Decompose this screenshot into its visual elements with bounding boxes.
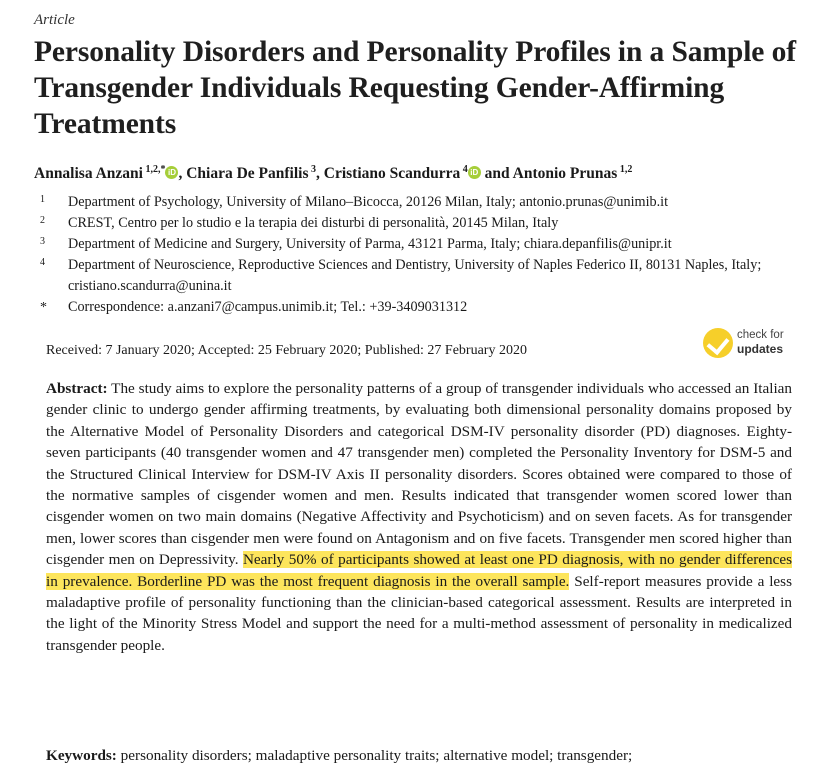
affiliation-item [40,192,810,213]
affiliation-number: 2 [40,215,45,226]
check-updates-line1: check for [737,329,784,341]
author-list [34,164,632,183]
orcid-icon[interactable]: iD [165,166,178,179]
author-affiliation-sup: 3 [311,164,317,175]
check-updates-line2: updates [737,342,784,356]
author-affiliation-sup: 4 [462,164,468,175]
author-name[interactable]: Antonio Prunas [512,165,618,183]
affiliation-text: Department of Neuroscience, Reproductive Sciences and Dentistry, University of Naples Federico II, 80131 Naples, Italy; cristiano.scandurra@unina.it [68,257,762,294]
correspondence-marker: * [40,300,47,315]
keywords [46,747,806,765]
affiliation-text: Department of Psychology, University of Milano–Bicocca, 20126 Milan, Italy; antonio.prunas@unimib.it [68,194,669,210]
check-updates-icon [703,328,733,358]
orcid-icon[interactable]: iD [468,166,481,179]
paper-title: Personality Disorders and Personality Profiles in a Sample of Transgender Individuals Requesting Gender-Affirming Treatments [34,36,796,140]
affiliation-list [40,192,810,318]
author-separator: , [316,165,324,183]
abstract [46,378,792,656]
author-name[interactable]: Annalisa Anzani [34,165,143,183]
affiliation-number: 1 [40,194,45,205]
affiliation-item [40,255,810,297]
abstract-highlight: Nearly 50% of participants showed at least one PD diagnosis, with no gender differences in prevalence. Borderline PD was the most frequent diagnosis in the overall sample. [46,551,792,590]
correspondence-item [40,297,810,318]
abstract-text: The study aims to explore the personality patterns of a group of transgender individuals who accessed an Italian gender clinic to undergo gender affirming treatments, by evaluating both dimensional personality domains proposed by the Alternative Model of Personality Disorders and categorical DSM-IV personality disorder (PD) diagnoses. Eighty-seven participants (40 transgender women and 47 transgender men) completed the Personality Inventory for DSM-5 and the Structured Clinical Interview for DSM-IV Axis II personality disorders. Scores obtained were compared to those of the normative samples of cisgender women and men. Results indicated that transgender women scored lower than cisgender women on two main domains (Negative Affectivity and Psychoticism) and on seven facets. As for transgender men, lower scores than cisgender men were found on Antagonism and on five facets. Transgender men scored higher than cisgender men on Depressivity. [46,380,792,569]
author-separator: , [178,165,187,183]
affiliation-text: CREST, Centro per lo studio e la terapia dei disturbi di personalità, 20145 Milan, Italy [68,215,559,231]
author-name[interactable]: Cristiano Scandurra [323,165,461,183]
affiliation-number: 4 [40,257,45,268]
abstract-text-end: Self-report measures provide a less maladaptive profile of personality functioning than the clinician-based categorical assessment. Results are interpreted in the light of the Minority Stress Model and support the need for a multi-method assessment of personality in medicalized transgender people. [46,572,792,654]
correspondence-text: Correspondence: a.anzani7@campus.unimib.it; Tel.: +39-3409031312 [68,299,468,315]
author-affiliation-sup: 1,2,* [145,164,166,175]
check-for-updates-button[interactable] [703,326,803,360]
author-affiliation-sup: 1,2 [619,164,633,175]
author-separator: and [480,165,513,183]
affiliation-text: Department of Medicine and Surgery, University of Parma, 43121 Parma, Italy; chiara.depanfilis@unipr.it [68,236,672,252]
article-type-label: Article [34,12,75,28]
abstract-label: Abstract: [46,380,108,397]
keywords-text: personality disorders; maladaptive personality traits; alternative model; transgender; [116,747,633,764]
publication-dates: Received: 7 January 2020; Accepted: 25 February 2020; Published: 27 February 2020 [46,343,527,358]
keywords-label: Keywords: [46,747,117,764]
affiliation-item [40,234,810,255]
affiliation-item [40,213,810,234]
author-name[interactable]: Chiara De Panfilis [186,165,309,183]
affiliation-number: 3 [40,236,45,247]
